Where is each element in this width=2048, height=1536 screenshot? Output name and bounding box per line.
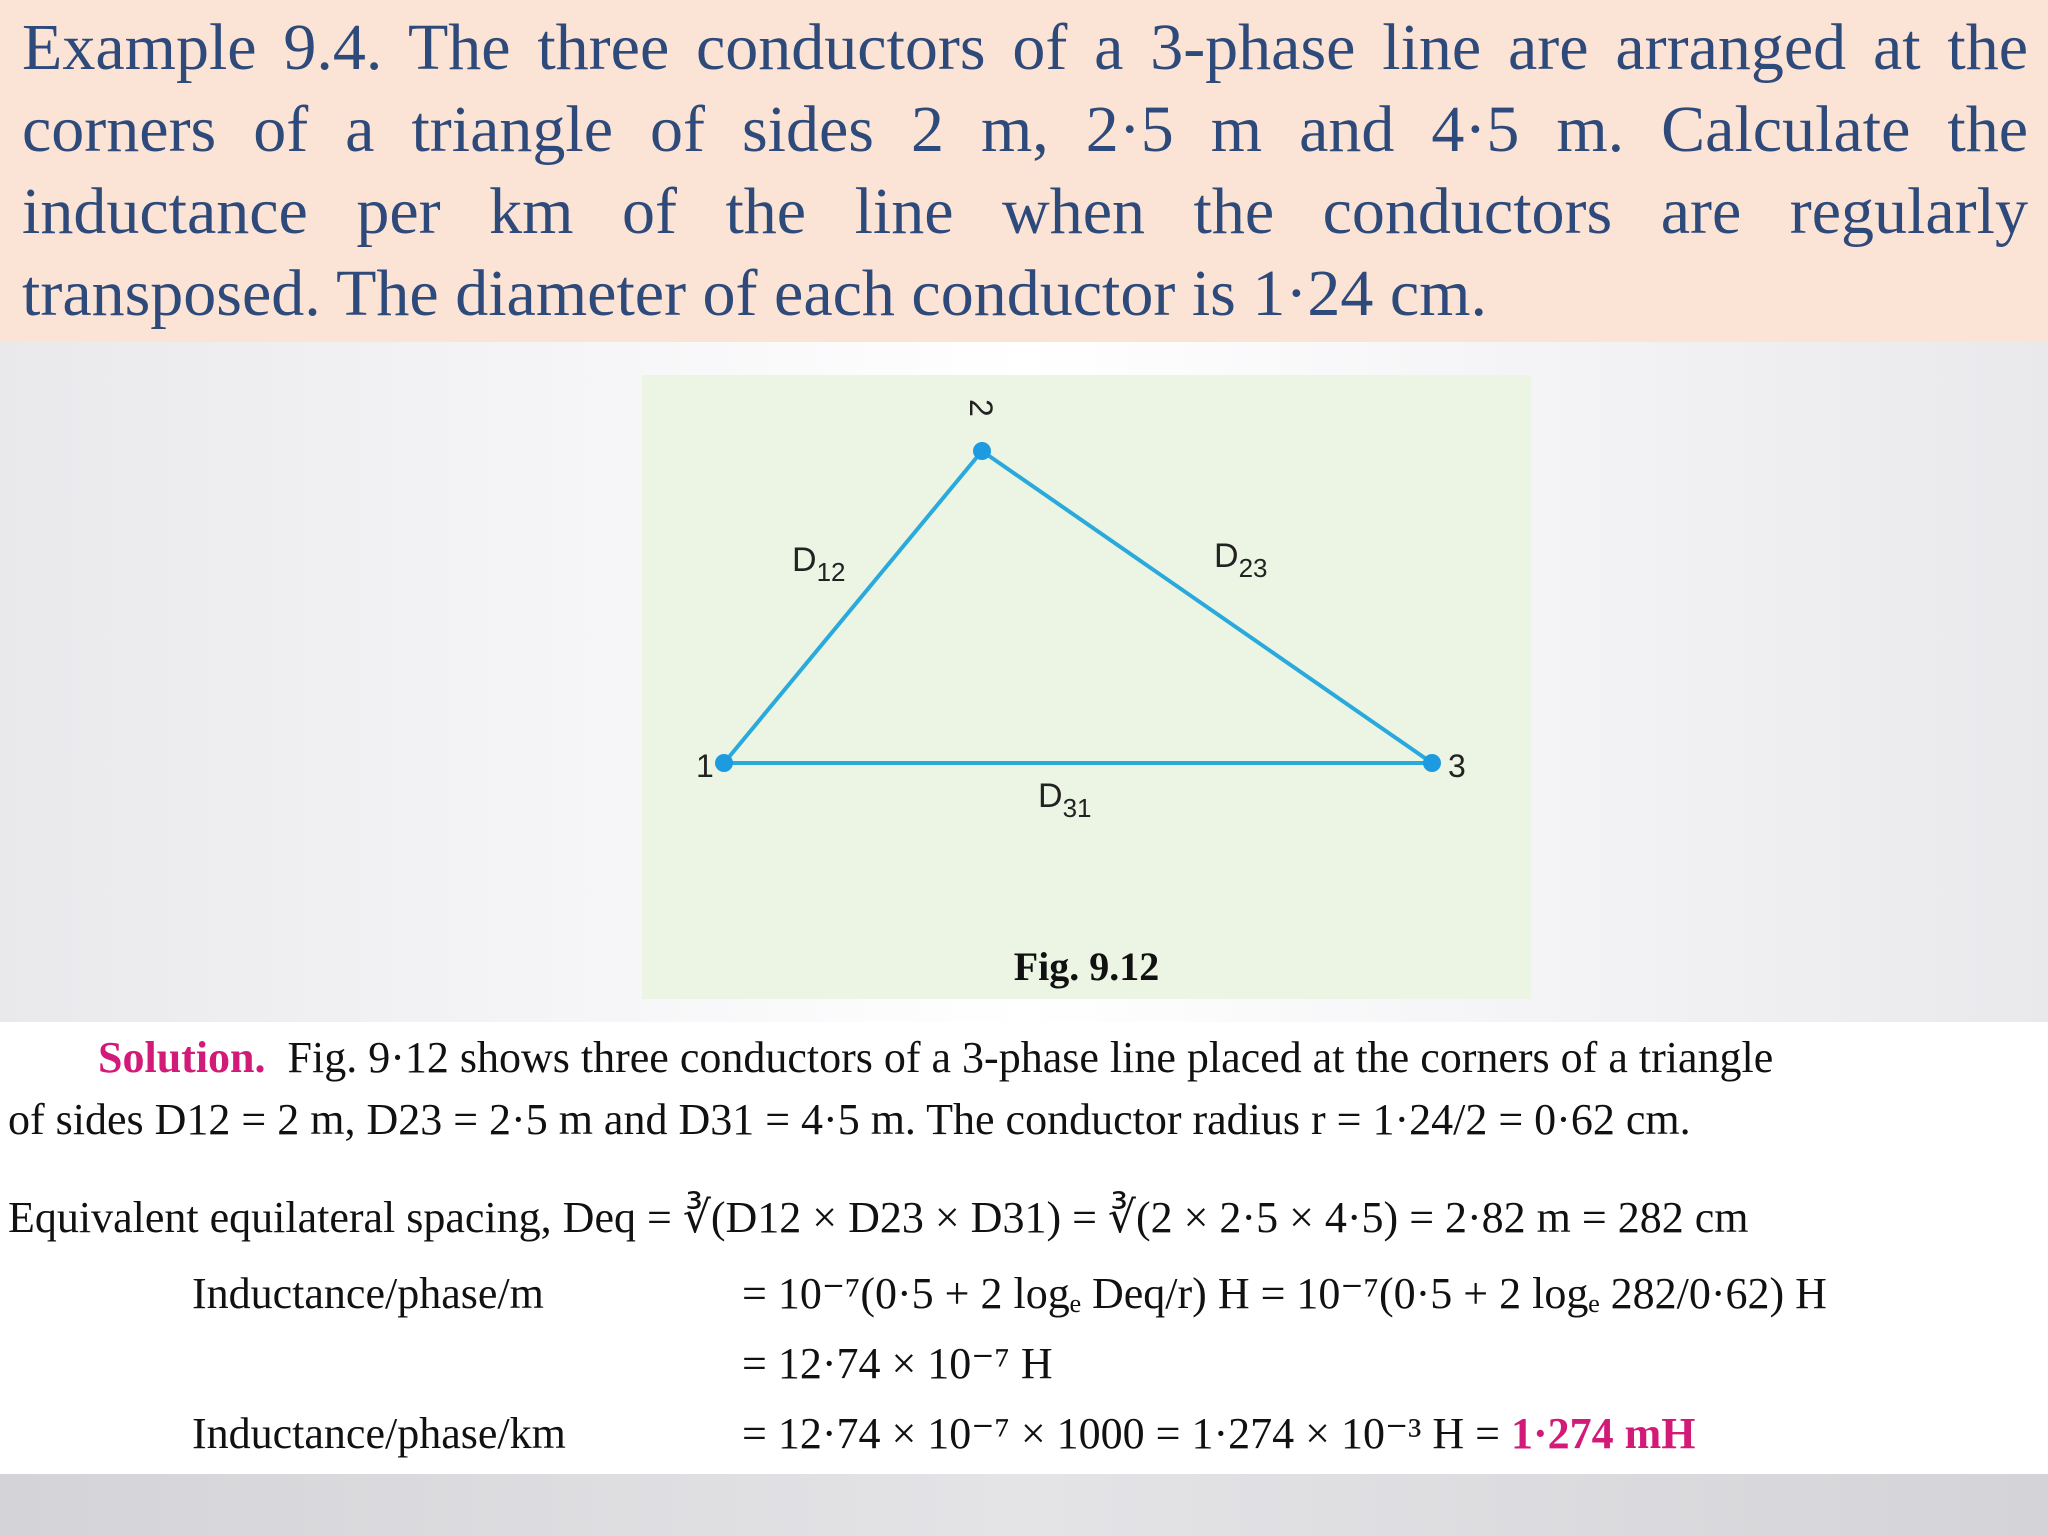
d12-label: $D_{12}$: [792, 541, 846, 587]
inductance-per-km-expression: = 12·74 × 10⁻⁷ × 1000 = 1·274 × 10⁻³ H =: [742, 1409, 1500, 1458]
inductance-per-km-label: Inductance/phase/km: [192, 1409, 566, 1458]
equivalent-spacing-row: [8, 1192, 1748, 1244]
inductance-per-m-result: = 12·74 × 10⁻⁷ H: [742, 1339, 1053, 1388]
node-3: [1423, 754, 1441, 772]
edge-d12: [724, 451, 982, 763]
inductance-per-km-row: [742, 1408, 1696, 1460]
triangle-diagram: [642, 375, 1531, 999]
inductance-per-m-label: Inductance/phase/m: [192, 1269, 544, 1318]
slide-footer-band: [0, 1474, 2048, 1536]
node-3-label: 3: [1448, 748, 1466, 784]
figure-panel: [642, 375, 1531, 999]
edge-d23: [982, 451, 1432, 763]
problem-line-1: Example 9.4. The three conductors of a 3-phase line are arranged at the: [22, 11, 2028, 84]
final-answer: 1·274 mH: [1510, 1409, 1696, 1458]
node-1: [715, 754, 733, 772]
node-1-label: 1: [696, 748, 714, 784]
solution-heading: Solution.: [98, 1033, 266, 1082]
solution-line-2: of sides D12 = 2 m, D23 = 2·5 m and D31 = 4·5 m. The conductor radius r = 1·24/2 = 0·62 cm.: [8, 1095, 1691, 1144]
node-2: [973, 442, 991, 460]
equivalent-spacing-expression: = ∛(D12 × D23 × D31) = ∛(2 × 2·5 × 4·5) = 2·82 m = 282 cm: [647, 1193, 1749, 1242]
problem-line-3: inductance per km of the line when the conductors are regularly: [22, 175, 2028, 248]
problem-line-2: corners of a triangle of sides 2 m, 2·5 m and 4·5 m. Calculate the: [22, 93, 2028, 166]
inductance-per-m-expression: = 10⁻⁷(0·5 + 2 logₑ Deq/r) H = 10⁻⁷(0·5 + 2 logₑ 282/0·62) H: [742, 1269, 1827, 1318]
equivalent-spacing-label: Equivalent equilateral spacing, Deq: [8, 1193, 636, 1242]
solution-line-1-text: Fig. 9·12 shows three conductors of a 3-phase line placed at the corners of a triangle: [287, 1033, 1774, 1082]
node-2-label: 2: [963, 399, 999, 417]
figure-caption: Fig. 9.12: [1013, 944, 1160, 989]
solution-block: [0, 1022, 2048, 1474]
d31-label: $D_{31}$: [1038, 777, 1092, 823]
example-header: [0, 0, 2048, 342]
d23-label: $D_{23}$: [1214, 537, 1268, 583]
problem-line-4: transposed. The diameter of each conductor is 1·24 cm.: [22, 257, 1487, 330]
solution-line-1: [98, 1032, 1773, 1084]
